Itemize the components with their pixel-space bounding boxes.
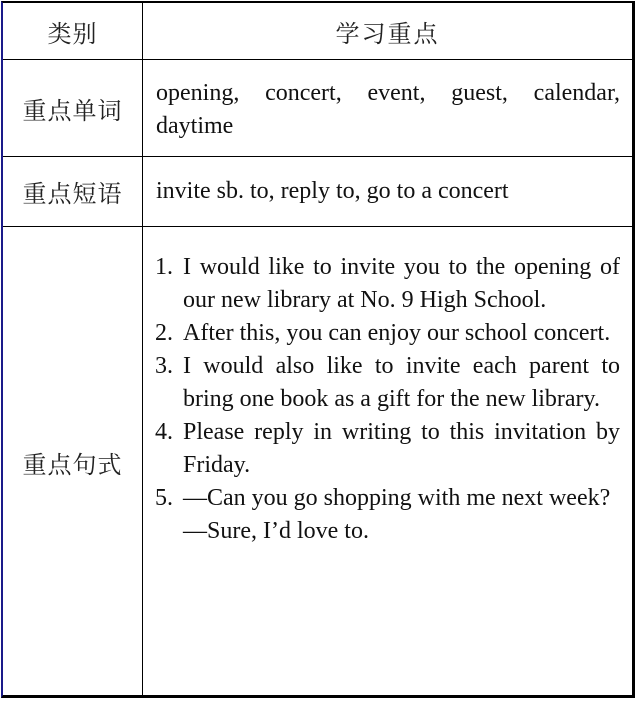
item-number: 1. [155,254,173,280]
list-item [155,482,620,548]
list-item [155,317,620,350]
study-focus-table [1,1,635,698]
key-phrases-text: invite sb. to, reply to, go to a concert [156,178,509,204]
item-number: 5. [155,485,173,511]
header-study-focus: 学习重点 [335,19,440,48]
category-key-sentences: 重点句式 [3,227,143,697]
item-text: I would like to invite you to the opening of our new library at No. 9 High School. [183,254,620,313]
content-cell [143,60,632,156]
item-number: 3. [155,353,173,379]
item-number: 2. [155,320,173,346]
header-row [3,3,632,60]
item-dialogue [183,482,620,548]
table-row-key-phrases [3,157,632,227]
list-item [155,416,620,482]
table-row-key-words [3,60,632,157]
dialogue-question: —Can you go shopping with me next week? [183,485,611,511]
category-key-phrases: 重点短语 [3,157,143,226]
item-number: 4. [155,419,173,445]
content-cell [143,157,632,226]
content-cell [143,227,632,697]
table-row-key-sentences [3,227,632,697]
dialogue-reply: —Sure, I’d love to. [183,518,369,544]
item-text: After this, you can enjoy our school concert. [183,320,611,346]
category-key-words: 重点单词 [3,60,143,156]
list-item [155,251,620,317]
list-item [155,350,620,416]
key-words-text: opening, concert, event, guest, calendar, daytime [156,80,620,139]
sentence-list [155,251,620,548]
item-text: I would also like to invite each parent to bring one book as a gift for the new library. [183,353,620,412]
header-category: 类别 [3,3,143,59]
item-text: Please reply in writing to this invitation by Friday. [183,419,620,478]
